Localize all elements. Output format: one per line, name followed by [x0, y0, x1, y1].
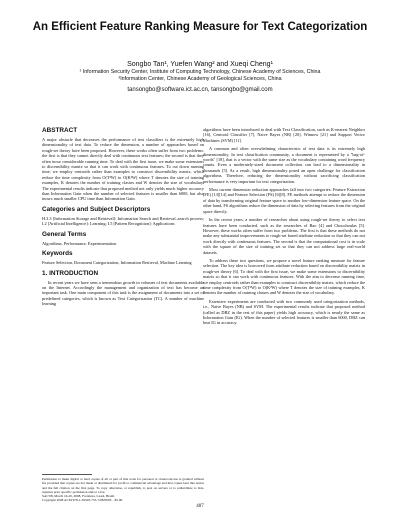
abstract-text: A major obstacle that decreases the performance of text classifiers is the extremely high dimensionality of text data. To reduce the dimension, a number of approaches based on rough-set theory have been proposed. However, these works often suffer from two problems: the first is that they cannot directly deal with continuous text features; the second is that they often incur considerable running time. To deal with the first issue, we make some extensions to discernibility matrix so that it can work with continuous features. To cut down running time, we employ centroids rather than examples to construct discernibility matrix, which reduce the time complexity from O(T²W) to O(K²W) where T denotes the size of training examples, K denotes the number of training classes and W denotes the size of vocabulary. The experimental results indicate that proposed method not only yields much higher accuracy than Information Gain when the number of selected features is smaller than 6000, but also incurs much smaller CPU time than Information Gain.: [42, 137, 204, 202]
page-number: 407: [196, 504, 204, 509]
general-terms-text: Algorithms, Performance, Experimentation: [42, 240, 117, 246]
introduction-text-left: In recent years we have seen a tremendous growth in volumes of text documents available on the Internet. Accordingly the management and organization of text has become an important task. One main component of this task is the assignment of documents into a set of predefined categories, which is known as Text Categorization (TC). A number of machine learning: [42, 279, 204, 307]
footnote-divider: [42, 474, 92, 475]
general-terms-heading: General Terms: [42, 230, 87, 238]
right-column: [203, 127, 365, 329]
author-block: [20, 60, 380, 95]
copyright-footnote: [42, 474, 204, 503]
intro-paragraph: Extensive experiments are conducted with two commonly used categorization methods, i.e., Naive Bayes (NB) and SVM. The experimental results indicate that proposed method (called as DBZ in the rest of this paper) yields high accuracy, which is nearly the same as Information Gain (IG). When the number of selected features is smaller than 6000, DBZ can beat IG in accuracy.: [203, 298, 365, 326]
abstract-heading: ABSTRACT: [42, 127, 78, 134]
intro-paragraph: In the recent years, a number of researches about using rough-set theory to select text features have been conducted, such as the researches of Bao [4] and Chouchoulas [5]. However, these works often suffer from two problems. The first is that these methods do not make any substantial improvements to rough-set based attribute reduction so that they can not work directly with continuous features. The second is that the computational cost is in scale with the square of the size of training set so that they can not address large real-world datasets.: [203, 217, 365, 255]
intro-paragraph: A common and often overwhelming characteristic of text data is its extremely high dimensionality. In text classification community, a document is represented by a "bag-of-words" [18], that is a vector with the same size as the vocabulary containing word frequency counts. Even a moderately-sized document collection can lead to a dimensionality in thousands [5]. As a result, high dimensionality posed an open challenge for classification algorithms. Therefore, reducing the dimensionality without sacrificing classification performance is very important for text categorization.: [203, 146, 365, 184]
copyright-notice: Copyright 2008 ACM 978-1-59593-753-7/08/0003…$5.00.: [42, 498, 124, 503]
intro-paragraph: Most current dimension reduction approaches fall into two categories: Feature Extraction (FE) [13][14] and Feature Selection (FS) [6][8]. FE methods attempt to reduce the dimension of data by transforming original feature space to another low-dimension feature space. On the other hand, FS algorithms reduce the dimension of data by selecting features from the original space directly.: [203, 187, 365, 214]
author-email: tansongbo@software.ict.ac.cn, tansongbo@gmail.com: [127, 87, 273, 94]
categories-heading: Categories and Subject Descriptors: [42, 205, 151, 213]
intro-paragraph: To address these two questions, we propose a novel feature ranking measure for feature selection. The key idea is borrowed from attribute reduction based on discernibility matrix in rough-set theory [6]. To deal with the first issue, we make some extensions to discernibility matrix so that it can work with continuous features. With the aim to decrease running time, we employ centroids rather than examples to construct discernibility matrix, which reduce the time complexity from O(T²W) to O(K²W) where T denotes the size of training examples, K denotes the number of training classes and W denotes the size of vocabulary.: [203, 257, 365, 296]
paper-title: An Efficient Feature Ranking Measure for Text Categorization: [32, 21, 368, 33]
keywords-heading: Keywords: [42, 250, 73, 258]
affiliation-2: ²Information Center, Chinese Academy of Geological Sciences, China: [118, 76, 282, 83]
author-names: Songbo Tan¹, Yuefen Wang² and Xueqi Cheng¹: [127, 61, 273, 68]
copyright-conference: SAC'08, March 16-20, 2008, Fortaleza, Ceará, Brazil.: [42, 494, 116, 499]
left-column: [42, 127, 204, 310]
copyright-permission: Permission to make digital or hard copies of all or part of this work for personal or classroom use is granted without fee provided that copies are not made or distributed for profit or commercial advantage and that copies bear this notice and the full citation on the first page. To copy otherwise, or republish, to post on servers or to redistribute to lists, requires prior specific permission and/or a fee.: [42, 477, 204, 494]
keywords-text: Feature Selection, Document Categorization, Information Retrieval, Machine Learning: [42, 260, 192, 266]
categories-text: H.3.3 [Information Storage and Retrieval]: Information Search and Retrieval–search process; I.2 [Artificial Intelligence]: Learning; I.5 [Pattern Recognition]: Applications: [42, 215, 204, 227]
intro-paragraph: algorithms have been introduced to deal with Text Classification, such as K-nearest Neighbor [16], Centroid Classifier [7], Naive Bayes (NB) [20], Winnow [21] and Support Vector Machines (SVM) [11].: [203, 127, 365, 143]
introduction-heading: 1. INTRODUCTION: [42, 269, 99, 277]
affiliation-1: ¹ Information Security Center, Institute of Computing Technology, Chinese Academy of Sciences, China: [79, 69, 321, 75]
